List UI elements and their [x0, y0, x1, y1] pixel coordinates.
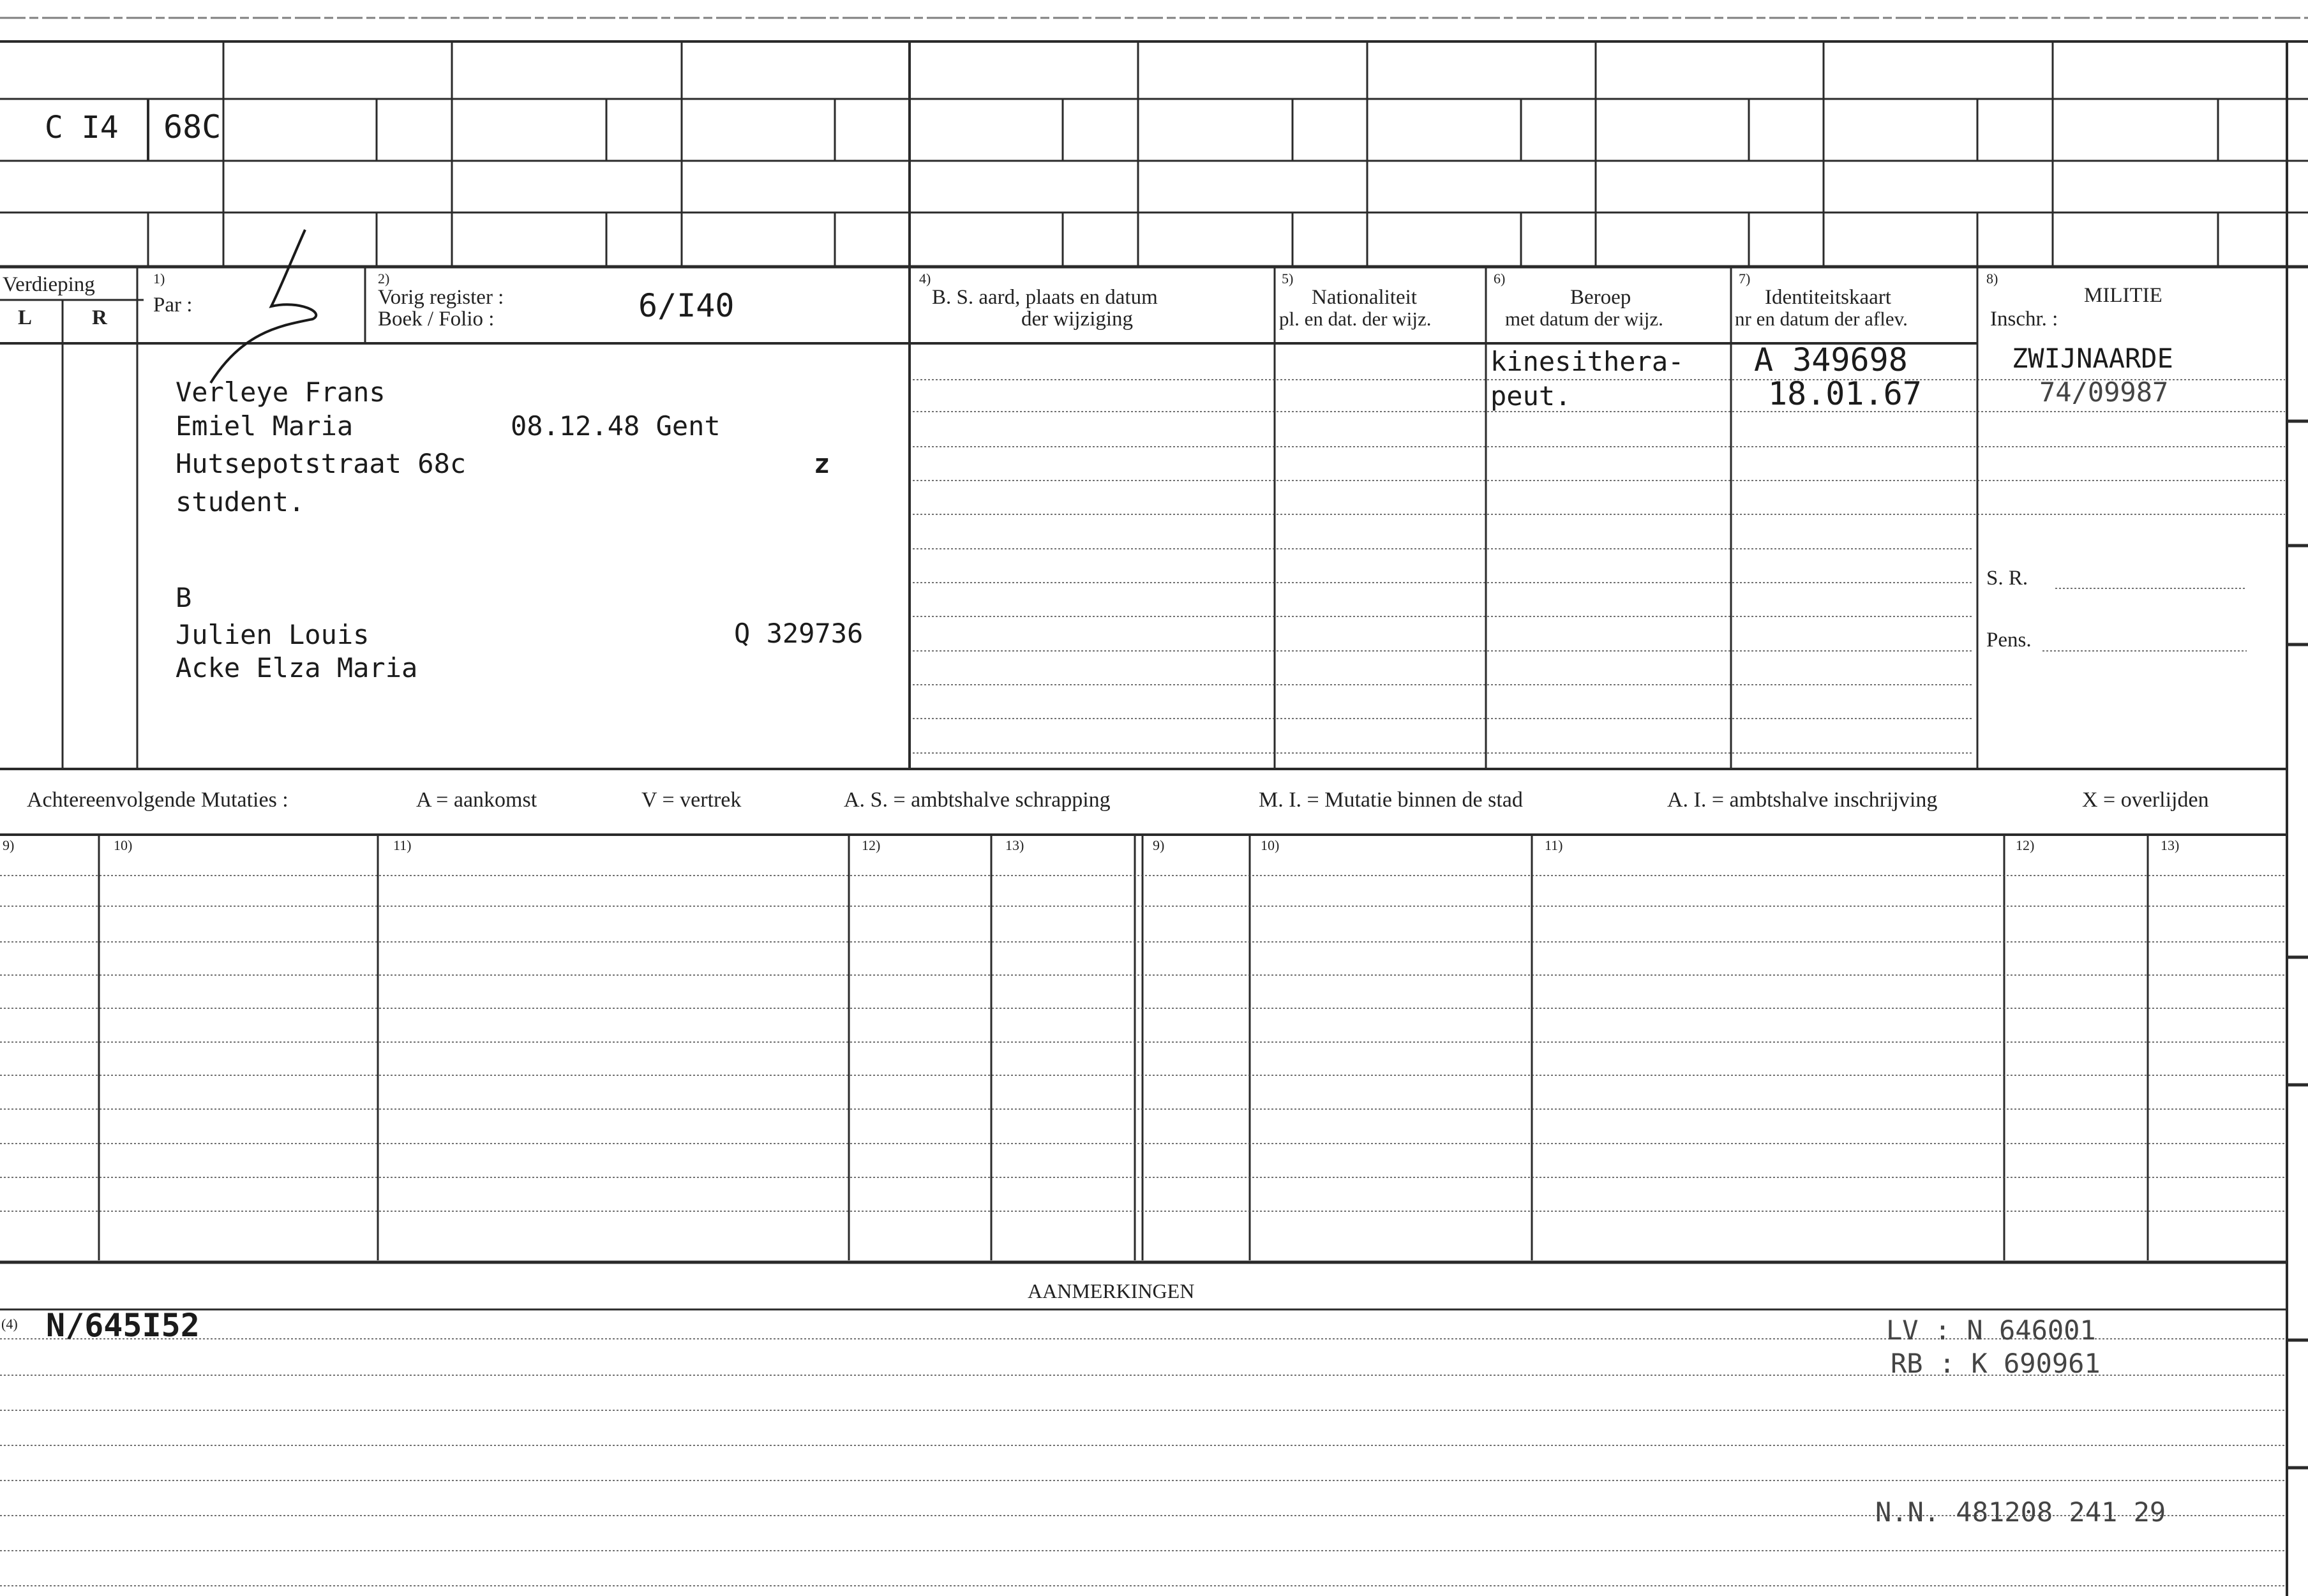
remark-national-number: N.N. 481208 241 29	[1875, 1496, 2166, 1528]
person-mark: z	[814, 448, 830, 479]
mut-col-12a: 12)	[862, 837, 881, 853]
inschr-label: Inschr. :	[1990, 308, 2058, 331]
series-code: C I4	[45, 110, 119, 145]
militie-header: MILITIE	[2084, 284, 2162, 307]
verdieping-label: Verdieping	[3, 273, 95, 296]
legend-ambtshalve-inschrijving: A. I. = ambtshalve inschrijving	[1667, 788, 1938, 812]
father-name: Julien Louis	[176, 619, 370, 650]
verdieping-l-label: L	[18, 306, 33, 329]
mutaties-legend-title: Achtereenvolgende Mutaties :	[27, 788, 288, 812]
person-surname-first: Verleye Frans	[176, 377, 386, 408]
militie-number: 74/09987	[2039, 377, 2169, 408]
beroep-header-line1: Beroep	[1570, 286, 1631, 309]
mut-col-13b: 13)	[2161, 837, 2180, 853]
person-middle-names: Emiel Maria	[176, 410, 354, 442]
mother-name: Acke Elza Maria	[176, 652, 418, 683]
aanmerkingen-title: AANMERKINGEN	[1028, 1279, 1195, 1302]
legend-mutatie-binnen-stad: M. I. = Mutatie binnen de stad	[1259, 788, 1523, 812]
father-code: Q 329736	[734, 618, 864, 649]
remark-code: N/645I52	[46, 1307, 200, 1344]
note-2: 2)	[378, 271, 390, 287]
person-birth-date-place: 08.12.48 Gent	[511, 410, 721, 442]
sr-label: S. R.	[1986, 567, 2028, 590]
note-7: 7)	[1739, 271, 1751, 287]
identiteitskaart-header-line2: nr en datum der aflev.	[1735, 308, 1908, 330]
mut-col-11b: 11)	[1545, 837, 1563, 853]
identiteitskaart-header-line1: Identiteitskaart	[1765, 286, 1891, 309]
beroep-header-line2: met datum der wijz.	[1505, 308, 1663, 330]
mut-col-9b: 9)	[1153, 837, 1165, 853]
legend-overlijden: X = overlijden	[2082, 788, 2209, 812]
beroep-line1: kinesithera-	[1490, 346, 1684, 377]
person-address: Hutsepotstraat 68c	[176, 448, 467, 479]
mut-col-10a: 10)	[114, 837, 133, 853]
par-label: Par :	[153, 294, 193, 317]
note-6: 6)	[1494, 271, 1506, 287]
house-number-code: 68C	[163, 108, 221, 145]
boek-folio-label: Boek / Folio :	[378, 308, 495, 331]
note-8: 8)	[1986, 271, 1998, 287]
vorig-register-label: Vorig register :	[378, 286, 504, 309]
mut-col-13a: 13)	[1005, 837, 1024, 853]
beroep-line2: peut.	[1490, 380, 1571, 412]
nationaliteit-header-line1: Nationaliteit	[1312, 286, 1417, 309]
remark-rb: RB : K 690961	[1891, 1348, 2101, 1379]
note-1: 1)	[153, 271, 165, 287]
mut-col-11a: 11)	[393, 837, 412, 853]
note-14: (4)	[1, 1316, 18, 1332]
mut-col-12b: 12)	[2016, 837, 2035, 853]
bs-header-line2: der wijziging	[1021, 308, 1134, 331]
boek-folio-value: 6/I40	[638, 287, 735, 324]
mut-col-9a: 9)	[3, 837, 15, 853]
legend-aankomst: A = aankomst	[416, 788, 537, 812]
mut-col-10b: 10)	[1261, 837, 1280, 853]
note-4: 4)	[919, 271, 931, 287]
verdieping-r-label: R	[92, 306, 107, 329]
nationaliteit-header-line2: pl. en dat. der wijz.	[1279, 308, 1432, 330]
id-card-number: A 349698	[1754, 341, 1908, 378]
id-card-date: 18.01.67	[1768, 375, 1922, 412]
bs-header-line1: B. S. aard, plaats en datum	[932, 286, 1158, 309]
legend-vertrek: V = vertrek	[641, 788, 742, 812]
note-5: 5)	[1282, 271, 1294, 287]
militie-place: ZWIJNAARDE	[2012, 343, 2173, 374]
pens-label: Pens.	[1986, 629, 2032, 652]
person-occupation: student.	[176, 486, 305, 518]
legend-ambtshalve-schrapping: A. S. = ambtshalve schrapping	[844, 788, 1111, 812]
parents-prefix: B	[176, 582, 192, 613]
remark-lv: LV : N 646001	[1886, 1315, 2096, 1346]
